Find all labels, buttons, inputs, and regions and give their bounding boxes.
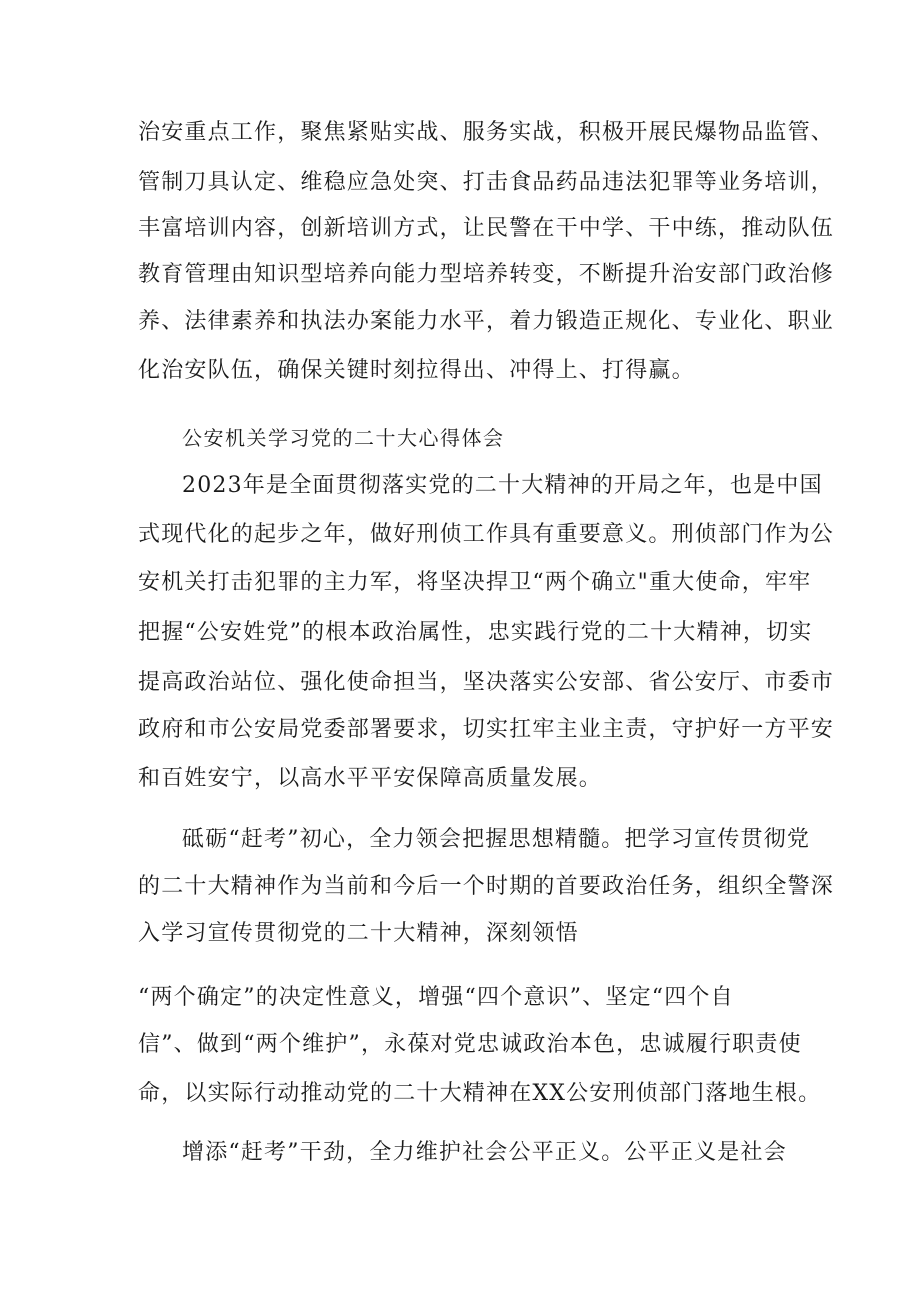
- paragraph-line: 砥砺“赶考”初心，全力领会把握思想精髓。把学习宣传贯彻党: [182, 827, 811, 852]
- paragraph-line: “两个确定”的决定性意义，增强“四个意识”、坚定“四个自: [138, 985, 734, 1010]
- paragraph-line: 命，以实际行动推动党的二十大精神在XX公安刑侦部门落地生根。: [138, 1081, 822, 1106]
- paragraph-line: 把握“公安姓党”的根本政治属性，忠实践行党的二十大精神，切实: [138, 620, 813, 645]
- paragraph-line: 的二十大精神作为当前和今后一个时期的首要政治任务，组织全警深: [138, 874, 835, 899]
- paragraph-line: 养、法律素养和执法办案能力水平，着力锻造正规化、专业化、职业: [138, 309, 835, 334]
- paragraph-line: 信”、做到“两个维护”，永葆对党忠诚政治本色，忠诚履行职责使: [138, 1032, 802, 1057]
- paragraph-line: 2023年是全面贯彻落实党的二十大精神的开局之年，也是中国: [182, 473, 823, 498]
- paragraph-line: 提高政治站位、强化使命担当，坚决落实公安部、省公安厅、市委市: [138, 670, 835, 695]
- paragraph-line: 式现代化的起步之年，做好刑侦工作具有重要意义。刑侦部门作为公: [138, 522, 835, 547]
- paragraph-line: 化治安队伍，确保关键时刻拉得出、冲得上、打得赢。: [138, 358, 695, 383]
- paragraph-line: 安机关打击犯罪的主力军，将坚决捍卫“两个确立"重大使命，牢牢: [138, 570, 812, 595]
- paragraph-line: 和百姓安宁，以高水平平安保障高质量发展。: [138, 766, 603, 791]
- paragraph-line: 管制刀具认定、维稳应急处突、打击食品药品违法犯罪等业务培训，: [138, 170, 835, 195]
- paragraph-line: 入学习宣传贯彻党的二十大精神，深刻领悟: [138, 921, 579, 946]
- paragraph-line: 教育管理由知识型培养向能力型培养转变，不断提升治安部门政治修: [138, 262, 835, 287]
- section-title: 公安机关学习党的二十大心得体会: [182, 426, 505, 450]
- paragraph-line: 治安重点工作，聚焦紧贴实战、服务实战，积极开展民爆物品监管、: [138, 120, 835, 145]
- paragraph-line: 政府和市公安局党委部署要求，切实扛牢主业主责，守护好一方平安: [138, 717, 835, 742]
- paragraph-line: 增添“赶考”干劲，全力维护社会公平正义。公平正义是社会: [182, 1140, 787, 1165]
- paragraph-line: 丰富培训内容，创新培训方式，让民警在干中学、干中练，推动队伍: [138, 216, 835, 241]
